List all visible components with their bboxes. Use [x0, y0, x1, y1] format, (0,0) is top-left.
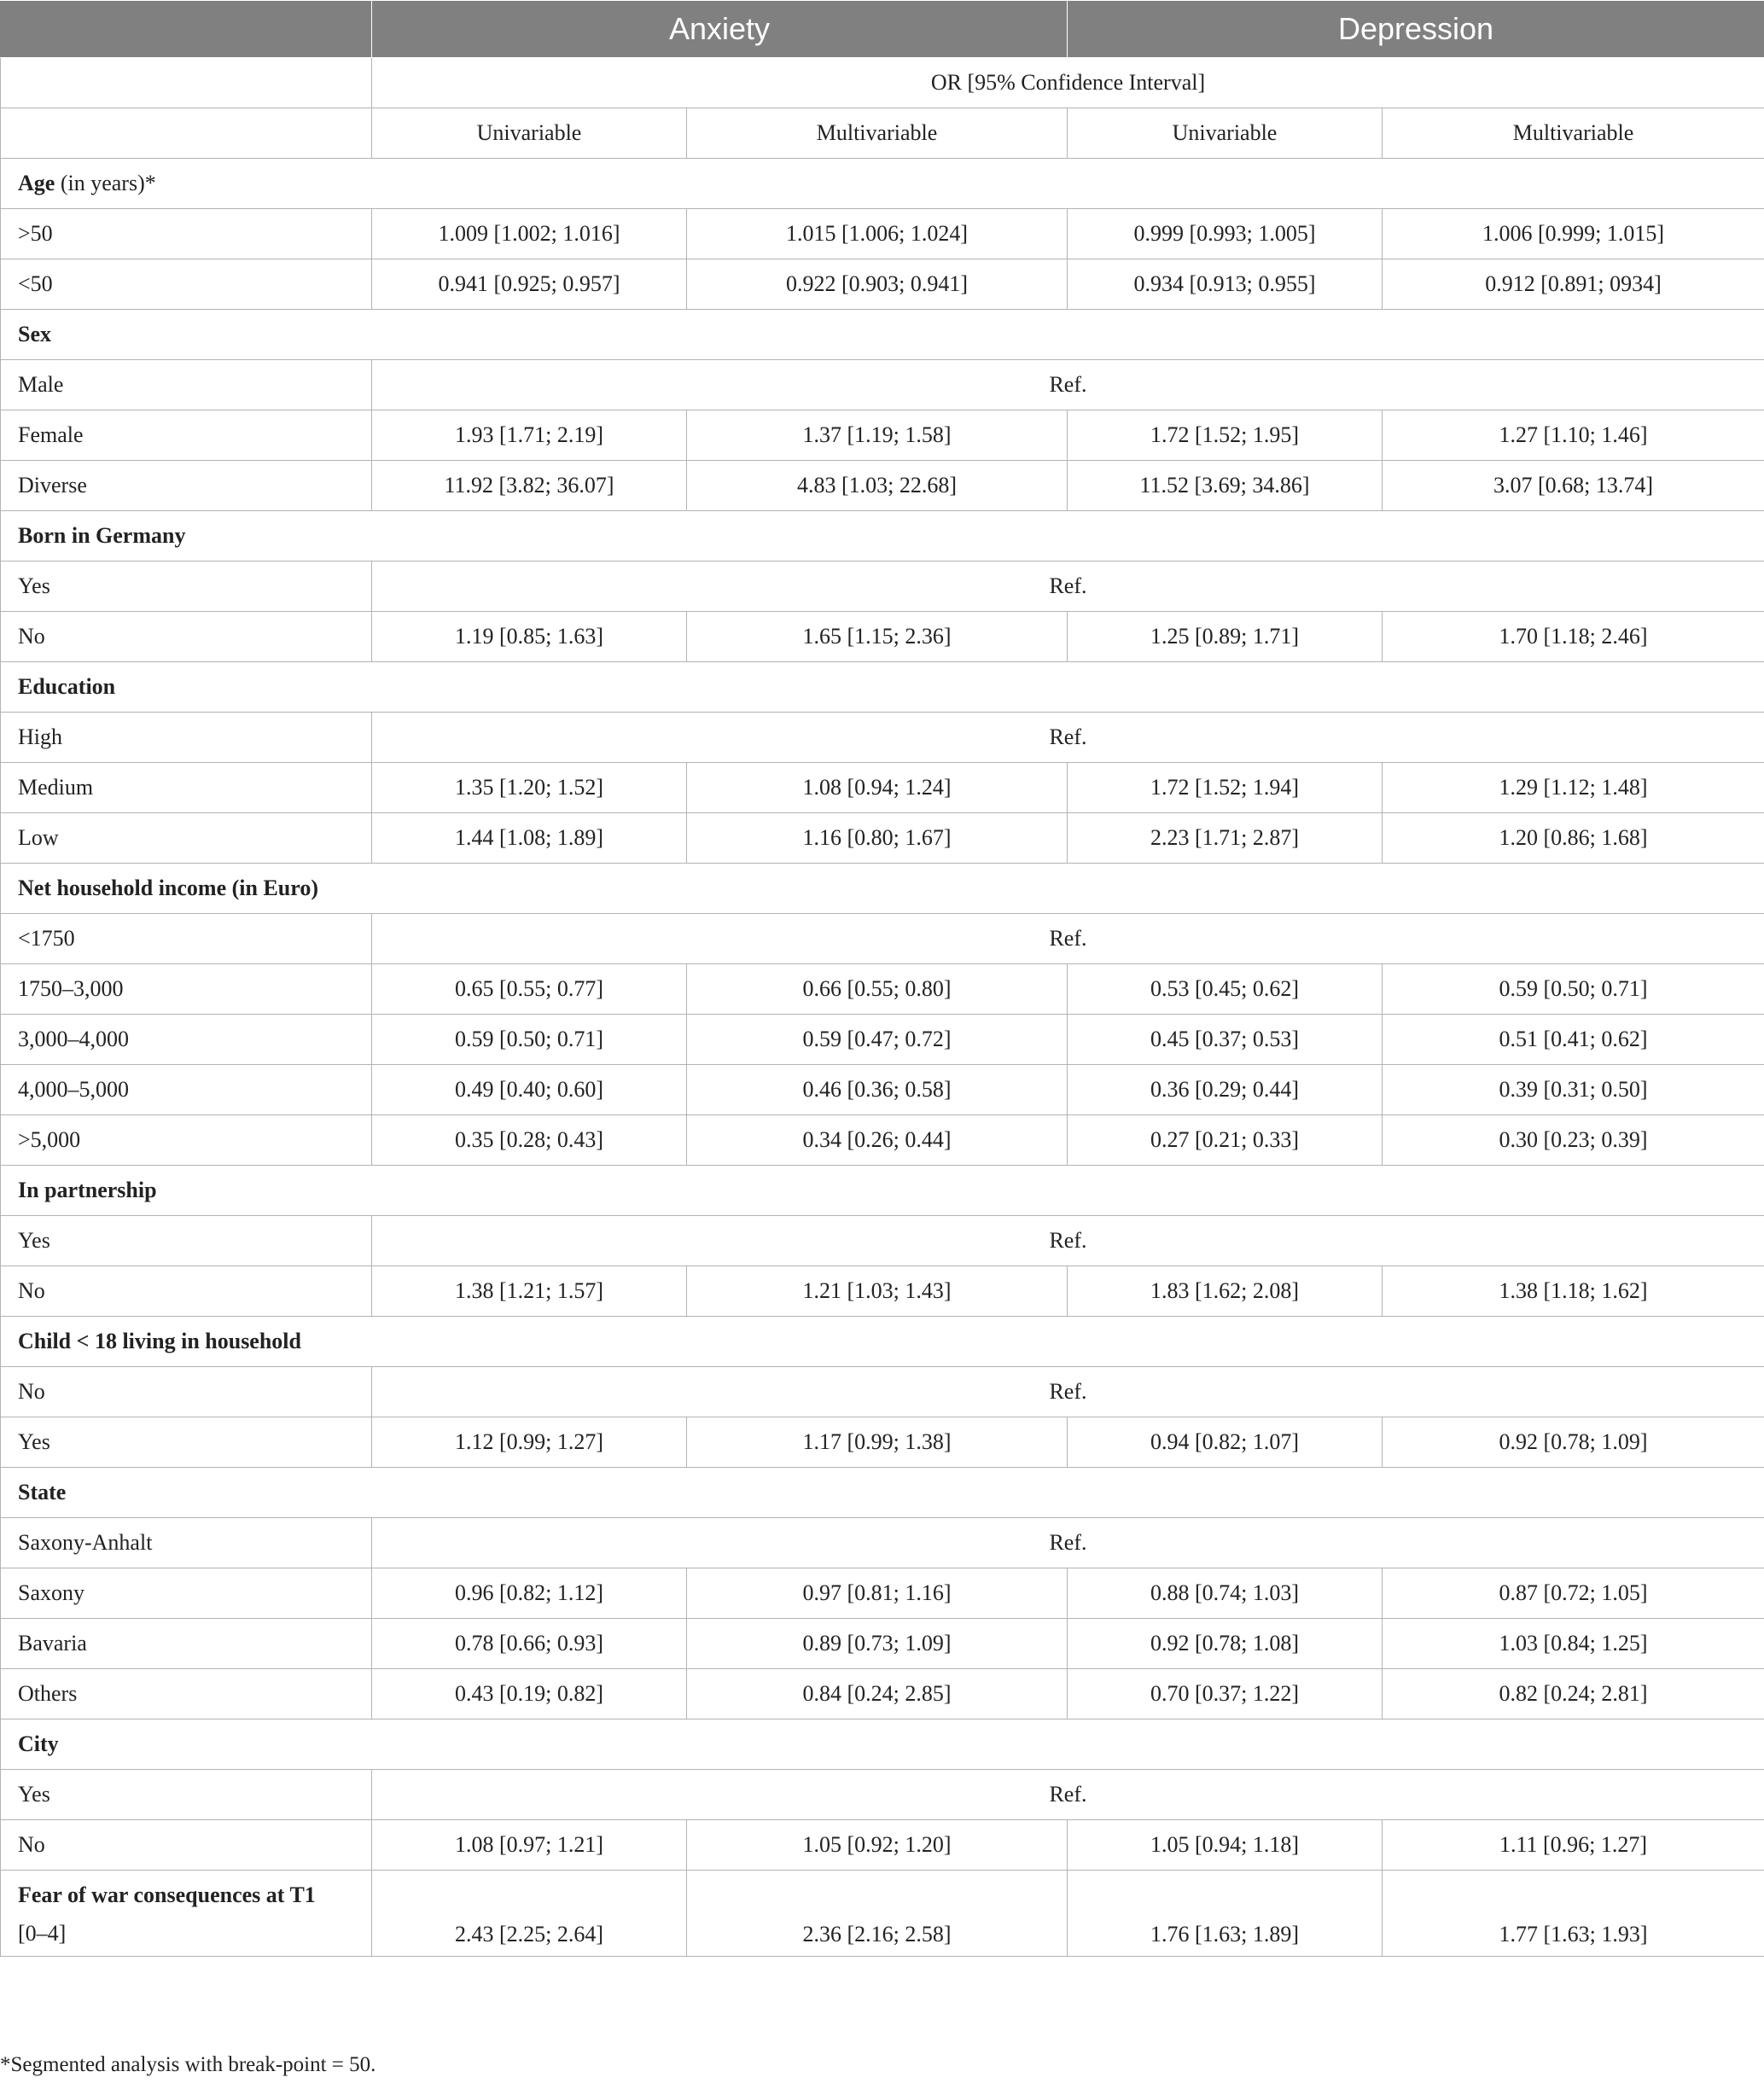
- table-row: [1, 360, 1764, 410]
- row-label: 3,000–4,000: [1, 1015, 372, 1065]
- or-value-cell: 0.934 [0.913; 0.955]: [1068, 259, 1383, 310]
- table-row: [1, 1568, 1764, 1619]
- reference-cell: Ref.: [372, 1518, 1764, 1568]
- row-label: Yes: [1, 562, 372, 612]
- depression-header: Depression: [1068, 1, 1764, 58]
- table-row: [1, 1669, 1764, 1719]
- or-value-cell: 0.941 [0.925; 0.957]: [372, 259, 687, 310]
- measure-header-row: [1, 58, 1764, 108]
- row-label: Male: [1, 360, 372, 410]
- or-value-cell: 1.37 [1.19; 1.58]: [687, 410, 1068, 461]
- or-value-cell: 0.49 [0.40; 0.60]: [372, 1065, 687, 1115]
- or-value-cell: 0.92 [0.78; 1.08]: [1068, 1619, 1383, 1669]
- row-label: Yes: [1, 1216, 372, 1266]
- anxiety-univariable-header: Univariable: [372, 108, 687, 159]
- table-row: [1, 1770, 1764, 1820]
- or-value-cell: 1.015 [1.006; 1.024]: [687, 209, 1068, 259]
- row-label: 1750–3,000: [1, 964, 372, 1015]
- section-title-cell: [1, 511, 1764, 562]
- or-value-cell: 1.27 [1.10; 1.46]: [1383, 410, 1764, 461]
- or-value-cell: 1.72 [1.52; 1.95]: [1068, 410, 1383, 461]
- or-value-cell: 1.05 [0.94; 1.18]: [1068, 1820, 1383, 1871]
- or-value-cell: 1.009 [1.002; 1.016]: [372, 209, 687, 259]
- row-label: Female: [1, 410, 372, 461]
- section-title: In partnership: [18, 1178, 157, 1202]
- reference-cell: Ref.: [372, 562, 1764, 612]
- section-header-row: [1, 159, 1764, 209]
- row-label: No: [1, 612, 372, 662]
- reference-cell: Ref.: [372, 1770, 1764, 1820]
- section-title-cell: [1, 864, 1764, 914]
- or-value-cell: 1.19 [0.85; 1.63]: [372, 612, 687, 662]
- row-label: [1, 1871, 372, 1957]
- section-header-row: [1, 511, 1764, 562]
- row-label: 4,000–5,000: [1, 1065, 372, 1115]
- table-row: [1, 1619, 1764, 1669]
- or-value-cell: 1.93 [1.71; 2.19]: [372, 410, 687, 461]
- row-label: Diverse: [1, 461, 372, 511]
- section-header-row: [1, 662, 1764, 713]
- or-value-cell: 0.92 [0.78; 1.09]: [1383, 1417, 1764, 1468]
- or-value-cell: 0.78 [0.66; 0.93]: [372, 1619, 687, 1669]
- or-value-cell: 1.08 [0.97; 1.21]: [372, 1820, 687, 1871]
- row-label: >50: [1, 209, 372, 259]
- or-value-cell: 0.45 [0.37; 0.53]: [1068, 1015, 1383, 1065]
- table-row: [1, 1115, 1764, 1166]
- or-value-cell: 0.89 [0.73; 1.09]: [687, 1619, 1068, 1669]
- table-row: [1, 209, 1764, 259]
- table-row: [1, 964, 1764, 1015]
- table-row: [1, 1015, 1764, 1065]
- reference-cell: Ref.: [372, 360, 1764, 410]
- section-title-cell: [1, 662, 1764, 713]
- or-value-cell: 0.34 [0.26; 0.44]: [687, 1115, 1068, 1166]
- table-row: [1, 713, 1764, 763]
- table-row: [1, 1367, 1764, 1417]
- section-title-cell: [1, 1468, 1764, 1518]
- section-header-row: [1, 1719, 1764, 1770]
- or-value-cell: 0.999 [0.993; 1.005]: [1068, 209, 1383, 259]
- section-title: Child < 18 living in household: [18, 1329, 301, 1353]
- or-value-cell: 2.23 [1.71; 2.87]: [1068, 813, 1383, 864]
- header-blank-cell: [1, 1, 372, 58]
- or-value-cell: 0.59 [0.47; 0.72]: [687, 1015, 1068, 1065]
- or-value-cell: 0.35 [0.28; 0.43]: [372, 1115, 687, 1166]
- table-row: [1, 1266, 1764, 1317]
- row-label: Medium: [1, 763, 372, 813]
- table-row: [1, 763, 1764, 813]
- or-value-cell: 1.006 [0.999; 1.015]: [1383, 209, 1764, 259]
- or-value-cell: 1.08 [0.94; 1.24]: [687, 763, 1068, 813]
- or-value-cell: 2.36 [2.16; 2.58]: [687, 1871, 1068, 1957]
- row-label: Bavaria: [1, 1619, 372, 1669]
- or-value-cell: 1.83 [1.62; 2.08]: [1068, 1266, 1383, 1317]
- or-value-cell: 1.77 [1.63; 1.93]: [1383, 1871, 1764, 1957]
- or-value-cell: 11.52 [3.69; 34.86]: [1068, 461, 1383, 511]
- table-body: [1, 159, 1764, 1957]
- row-label: Low: [1, 813, 372, 864]
- row-label: <50: [1, 259, 372, 310]
- table-footnote: *Segmented analysis with break-point = 50.: [0, 2053, 376, 2076]
- or-value-cell: 0.53 [0.45; 0.62]: [1068, 964, 1383, 1015]
- or-value-cell: 1.12 [0.99; 1.27]: [372, 1417, 687, 1468]
- or-value-cell: 11.92 [3.82; 36.07]: [372, 461, 687, 511]
- or-value-cell: 1.76 [1.63; 1.89]: [1068, 1871, 1383, 1957]
- or-value-cell: 1.03 [0.84; 1.25]: [1383, 1619, 1764, 1669]
- anxiety-header: Anxiety: [372, 1, 1068, 58]
- section-header-row: [1, 1317, 1764, 1367]
- or-value-cell: 0.70 [0.37; 1.22]: [1068, 1669, 1383, 1719]
- section-title-cell: [1, 1166, 1764, 1216]
- row-label-range: [0–4]: [18, 1921, 67, 1946]
- or-value-cell: 1.35 [1.20; 1.52]: [372, 763, 687, 813]
- table-row: [1, 914, 1764, 964]
- measure-blank-cell: [1, 58, 372, 108]
- table-row: [1, 612, 1764, 662]
- section-title-cell: [1, 1317, 1764, 1367]
- or-value-cell: 0.59 [0.50; 0.71]: [1383, 964, 1764, 1015]
- row-label: Saxony: [1, 1568, 372, 1619]
- section-header-row: [1, 1468, 1764, 1518]
- or-value-cell: 1.25 [0.89; 1.71]: [1068, 612, 1383, 662]
- section-title-cell: [1, 1719, 1764, 1770]
- or-value-cell: 1.29 [1.12; 1.48]: [1383, 763, 1764, 813]
- anxiety-multivariable-header: Multivariable: [687, 108, 1068, 159]
- or-ci-header: OR [95% Confidence Interval]: [372, 58, 1764, 108]
- or-value-cell: 1.44 [1.08; 1.89]: [372, 813, 687, 864]
- or-value-cell: 0.912 [0.891; 0934]: [1383, 259, 1764, 310]
- or-value-cell: 1.72 [1.52; 1.94]: [1068, 763, 1383, 813]
- or-value-cell: 0.94 [0.82; 1.07]: [1068, 1417, 1383, 1468]
- or-value-cell: 0.87 [0.72; 1.05]: [1383, 1568, 1764, 1619]
- or-value-cell: 1.11 [0.96; 1.27]: [1383, 1820, 1764, 1871]
- row-label: High: [1, 713, 372, 763]
- or-value-cell: 0.96 [0.82; 1.12]: [372, 1568, 687, 1619]
- or-value-cell: 1.65 [1.15; 2.36]: [687, 612, 1068, 662]
- or-value-cell: 1.17 [0.99; 1.38]: [687, 1417, 1068, 1468]
- section-title: Education: [18, 674, 116, 699]
- or-value-cell: 0.27 [0.21; 0.33]: [1068, 1115, 1383, 1166]
- depression-univariable-header: Univariable: [1068, 108, 1383, 159]
- row-label: <1750: [1, 914, 372, 964]
- or-value-cell: 1.21 [1.03; 1.43]: [687, 1266, 1068, 1317]
- row-label: Others: [1, 1669, 372, 1719]
- row-label: Yes: [1, 1417, 372, 1468]
- row-label: No: [1, 1367, 372, 1417]
- row-label: No: [1, 1820, 372, 1871]
- row-label: Saxony-Anhalt: [1, 1518, 372, 1568]
- or-value-cell: 0.30 [0.23; 0.39]: [1383, 1115, 1764, 1166]
- reference-cell: Ref.: [372, 713, 1764, 763]
- reference-cell: Ref.: [372, 1367, 1764, 1417]
- or-value-cell: 0.51 [0.41; 0.62]: [1383, 1015, 1764, 1065]
- or-value-cell: 0.66 [0.55; 0.80]: [687, 964, 1068, 1015]
- or-value-cell: 0.88 [0.74; 1.03]: [1068, 1568, 1383, 1619]
- table-row: [1, 410, 1764, 461]
- or-value-cell: 0.36 [0.29; 0.44]: [1068, 1065, 1383, 1115]
- or-value-cell: 2.43 [2.25; 2.64]: [372, 1871, 687, 1957]
- section-title: Born in Germany: [18, 523, 186, 548]
- section-title: Sex: [18, 322, 51, 346]
- outcome-header-row: [1, 1, 1764, 58]
- or-value-cell: 1.16 [0.80; 1.67]: [687, 813, 1068, 864]
- row-label: Yes: [1, 1770, 372, 1820]
- or-value-cell: 1.70 [1.18; 2.46]: [1383, 612, 1764, 662]
- row-label: No: [1, 1266, 372, 1317]
- section-header-row: [1, 1166, 1764, 1216]
- or-value-cell: 0.97 [0.81; 1.16]: [687, 1568, 1068, 1619]
- or-value-cell: 1.05 [0.92; 1.20]: [687, 1820, 1068, 1871]
- or-value-cell: 0.65 [0.55; 0.77]: [372, 964, 687, 1015]
- or-value-cell: 0.43 [0.19; 0.82]: [372, 1669, 687, 1719]
- table-row: [1, 1820, 1764, 1871]
- reference-cell: Ref.: [372, 1216, 1764, 1266]
- section-title: City: [18, 1731, 59, 1756]
- or-value-cell: 0.39 [0.31; 0.50]: [1383, 1065, 1764, 1115]
- section-title: State: [18, 1480, 67, 1504]
- table-row: [1, 259, 1764, 310]
- depression-multivariable-header: Multivariable: [1383, 108, 1764, 159]
- section-title: Net household income (in Euro): [18, 876, 318, 900]
- model-blank-cell: [1, 108, 372, 159]
- table-row: [1, 1518, 1764, 1568]
- table-row-fear-of-war: [1, 1871, 1764, 1957]
- table-row: [1, 1417, 1764, 1468]
- or-value-cell: 3.07 [0.68; 13.74]: [1383, 461, 1764, 511]
- section-title-suffix: (in years)*: [55, 171, 156, 195]
- section-title: Fear of war consequences at T1: [18, 1882, 316, 1907]
- or-value-cell: 1.38 [1.21; 1.57]: [372, 1266, 687, 1317]
- section-title-cell: [1, 310, 1764, 360]
- table-row: [1, 1216, 1764, 1266]
- section-header-row: [1, 310, 1764, 360]
- or-value-cell: 0.922 [0.903; 0.941]: [687, 259, 1068, 310]
- table-row: [1, 1065, 1764, 1115]
- or-value-cell: 1.38 [1.18; 1.62]: [1383, 1266, 1764, 1317]
- or-value-cell: 0.46 [0.36; 0.58]: [687, 1065, 1068, 1115]
- or-value-cell: 0.59 [0.50; 0.71]: [372, 1015, 687, 1065]
- section-title-cell: [1, 159, 1764, 209]
- table-row: [1, 562, 1764, 612]
- section-title: Age: [18, 171, 55, 195]
- reference-cell: Ref.: [372, 914, 1764, 964]
- model-header-row: [1, 108, 1764, 159]
- or-value-cell: 0.84 [0.24; 2.85]: [687, 1669, 1068, 1719]
- table-row: [1, 813, 1764, 864]
- section-header-row: [1, 864, 1764, 914]
- row-label: >5,000: [1, 1115, 372, 1166]
- or-value-cell: 1.20 [0.86; 1.68]: [1383, 813, 1764, 864]
- or-value-cell: 0.82 [0.24; 2.81]: [1383, 1669, 1764, 1719]
- or-value-cell: 4.83 [1.03; 22.68]: [687, 461, 1068, 511]
- table-row: [1, 461, 1764, 511]
